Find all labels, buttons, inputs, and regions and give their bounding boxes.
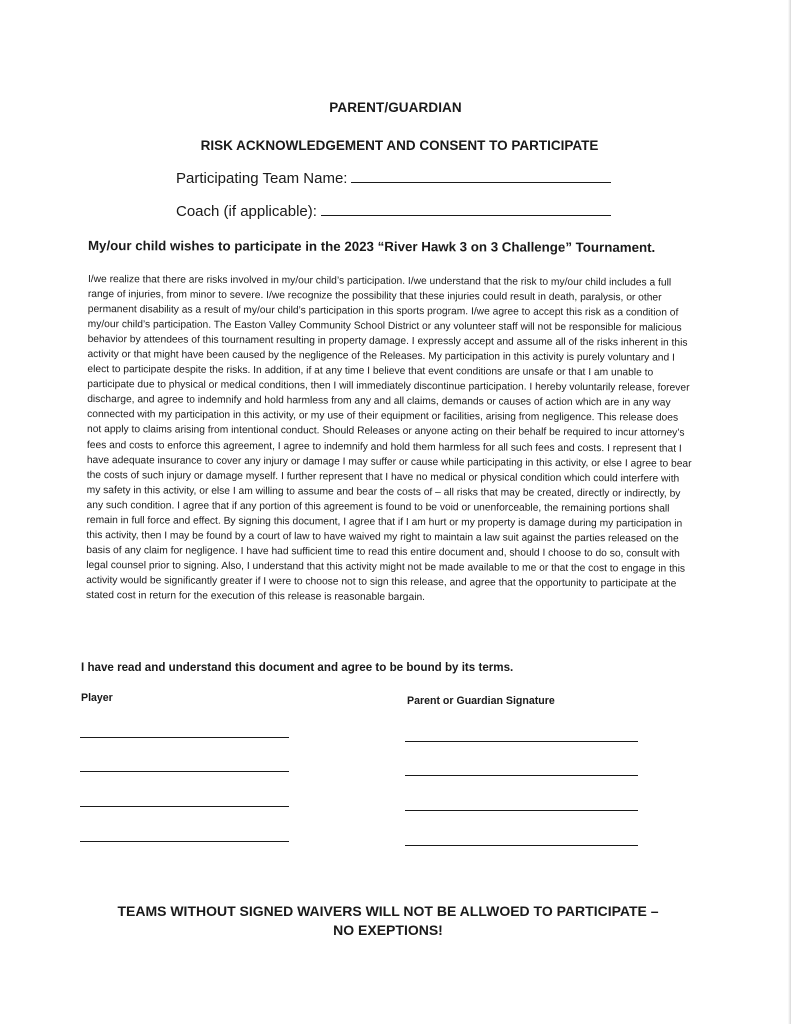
team-name-input[interactable] [351, 181, 611, 183]
waiver-warning: TEAMS WITHOUT SIGNED WAIVERS WILL NOT BE ALLWOED TO PARTICIPATE – NO EXEPTIONS! [117, 903, 659, 938]
tournament-intro: My/our child wishes to participate in the 2023 “River Hawk 3 on 3 Challenge” Tournament. [87, 238, 656, 255]
player-signature-line-2[interactable] [80, 771, 289, 772]
coach-label: Coach (if applicable): [176, 203, 317, 220]
page-subtitle: RISK ACKNOWLEDGEMENT AND CONSENT TO PARTICIPATE [200, 138, 599, 153]
page-title: PARENT/GUARDIAN [329, 100, 462, 115]
parent-signature-line-1[interactable] [405, 741, 638, 742]
waiver-body: I/we realize that there are risks involved in my/our child’s participation. I/we understand that the risk to my/our child includes a full range of injuries, from minor to severe. I/we recognize the possibility that these injuries could result in death, paralysis, or other permanent disability as a result of my/our child’s participation in this sports program. I/we agree to accept this risk as a condition of my/our child’s participation. The Easton Valley Community School District or any volunteer staff will not be responsible for malicious behavior by attendees of this tournament resulting in property damage. I expressly accept and assume all of the risks inherent in this activity or that might have been caused by the negligence of the Releases. My participation in this activity is purely voluntary and I elect to participate despite the risks. In addition, if at any time I believe that event conditions are unsafe or that I am unable to participate due to physical or medical conditions, then I will immediately discontinue participation. I hereby voluntarily release, forever discharge, and agree to indemnify and hold harmless from any and all claims, demands or causes of action which are in any way connected with my participation in this activity, or my use of their equipment or facilities, arising from negligence. This release does not apply to claims arising from intentional conduct. Should Releases or anyone acting on their behalf be required to incur attorney’s fees and costs to enforce this agreement, I agree to indemnify and hold them harmless for all such fees and costs. I represent that I have adequate insurance to cover any injury or damage I may suffer or cause while participating in this activity, or else I agree to bear the costs of such injury or damage myself. I further represent that I have no medical or physical condition which could interfere with my safety in this activity, or else I am willing to assume and bear the costs of – all risks that may be created, directly or indirectly, by any such condition. I agree that if any portion of this agreement is found to be void or unenforceable, the remaining portions shall remain in full force and effect. By signing this document, I agree that if I am hurt or my property is damage during my participation in this activity, then I may be found by a court of law to have waived my right to maintain a law suit against the parties released on the basis of any claim for negligence. I have had sufficient time to read this entire document and, should I choose to do so, consult with legal counsel prior to signing. Also, I understand that this activity might not be made available to me or that the cost to engage in this activity would be significantly greater if I were to choose not to sign this release, and agree that the opportunity to participate at the stated cost in return for the execution of this release is reasonable bargain. [85, 273, 692, 604]
player-signature-line-4[interactable] [80, 841, 289, 842]
team-name-field [176, 170, 611, 187]
player-signature-line-1[interactable] [80, 737, 289, 738]
parent-signature-line-3[interactable] [405, 810, 638, 811]
parent-signature-line-2[interactable] [405, 775, 638, 776]
agreement-statement: I have read and understand this document and agree to be bound by its terms. [81, 661, 514, 674]
player-label: Player [81, 692, 113, 704]
player-signature-line-3[interactable] [80, 806, 289, 807]
coach-input[interactable] [321, 214, 611, 216]
coach-field [176, 203, 611, 220]
parent-signature-line-4[interactable] [405, 845, 638, 846]
team-name-label: Participating Team Name: [176, 170, 348, 187]
parent-signature-label: Parent or Guardian Signature [407, 695, 555, 707]
